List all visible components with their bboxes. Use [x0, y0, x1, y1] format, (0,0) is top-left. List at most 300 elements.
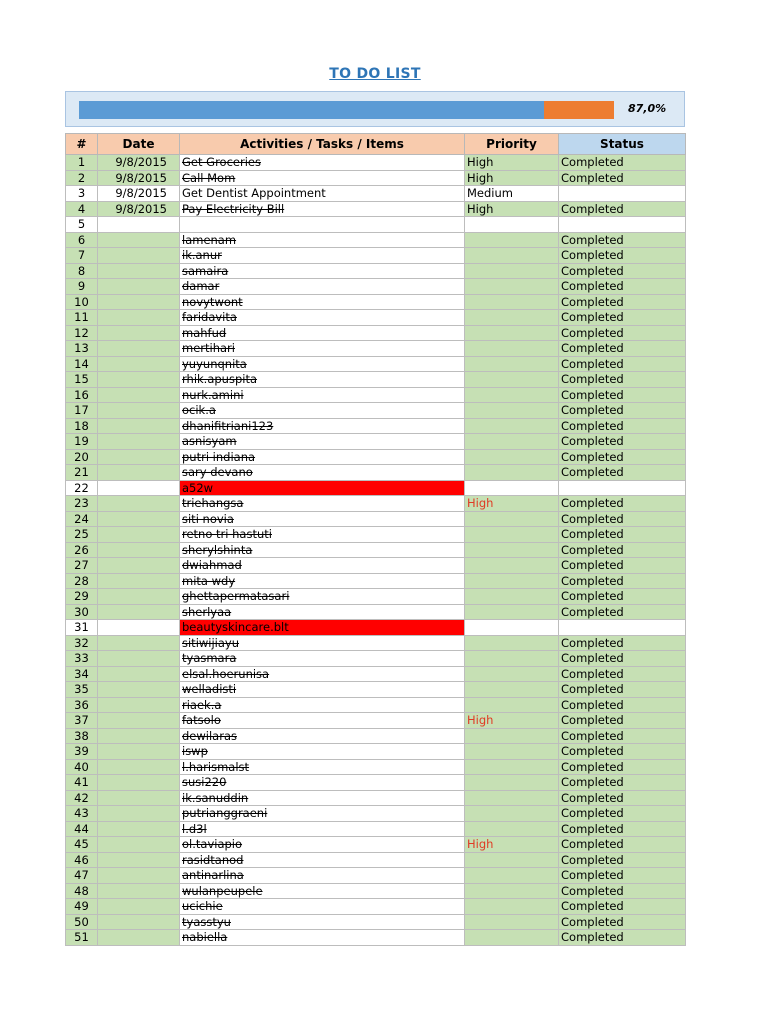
priority-cell[interactable]: [465, 868, 559, 884]
task-cell[interactable]: sherylshinta: [180, 542, 465, 558]
task-cell[interactable]: yuyunqnita: [180, 356, 465, 372]
priority-cell[interactable]: [465, 325, 559, 341]
row-number-cell[interactable]: 15: [66, 372, 98, 388]
table-row: [66, 186, 686, 202]
row-number-cell[interactable]: 37: [66, 713, 98, 729]
row-number-cell[interactable]: 10: [66, 294, 98, 310]
date-cell[interactable]: [98, 620, 180, 636]
task-cell[interactable]: [180, 217, 465, 233]
date-cell[interactable]: [98, 852, 180, 868]
row-number-cell[interactable]: 28: [66, 573, 98, 589]
priority-cell[interactable]: [465, 449, 559, 465]
status-cell[interactable]: Completed: [559, 263, 686, 279]
status-cell[interactable]: Completed: [559, 697, 686, 713]
date-cell[interactable]: [98, 790, 180, 806]
date-cell[interactable]: [98, 403, 180, 419]
status-cell[interactable]: Completed: [559, 155, 686, 171]
date-cell[interactable]: [98, 666, 180, 682]
task-cell[interactable]: ghettapermatasari: [180, 589, 465, 605]
priority-cell[interactable]: [465, 480, 559, 496]
priority-cell[interactable]: [465, 589, 559, 605]
table-row: [66, 232, 686, 248]
table-row: [66, 930, 686, 946]
date-cell[interactable]: [98, 294, 180, 310]
progress-panel: [65, 91, 685, 127]
table-row: [66, 418, 686, 434]
date-cell[interactable]: [98, 310, 180, 326]
table-row: [66, 868, 686, 884]
task-cell[interactable]: ocik.a: [180, 403, 465, 419]
table-row: [66, 775, 686, 791]
task-cell[interactable]: Call Mom: [180, 170, 465, 186]
task-cell[interactable]: ol.taviapio: [180, 837, 465, 853]
task-cell[interactable]: l.d3l: [180, 821, 465, 837]
table-row: [66, 294, 686, 310]
status-cell[interactable]: Completed: [559, 449, 686, 465]
table-row: [66, 496, 686, 512]
task-cell[interactable]: tyasstyu: [180, 914, 465, 930]
task-cell[interactable]: tyasmara: [180, 651, 465, 667]
row-number-cell[interactable]: 35: [66, 682, 98, 698]
priority-cell[interactable]: [465, 403, 559, 419]
date-cell[interactable]: [98, 883, 180, 899]
priority-cell[interactable]: [465, 682, 559, 698]
date-cell[interactable]: [98, 651, 180, 667]
row-number-cell[interactable]: 6: [66, 232, 98, 248]
table-row: [66, 759, 686, 775]
status-cell[interactable]: Completed: [559, 604, 686, 620]
status-cell[interactable]: Completed: [559, 542, 686, 558]
date-cell[interactable]: [98, 418, 180, 434]
task-cell[interactable]: lamenam: [180, 232, 465, 248]
date-cell[interactable]: [98, 821, 180, 837]
priority-cell[interactable]: [465, 666, 559, 682]
date-cell[interactable]: [98, 775, 180, 791]
status-cell[interactable]: Completed: [559, 418, 686, 434]
status-cell[interactable]: Completed: [559, 310, 686, 326]
date-cell[interactable]: [98, 372, 180, 388]
status-cell[interactable]: Completed: [559, 201, 686, 217]
status-cell[interactable]: Completed: [559, 775, 686, 791]
row-number-cell[interactable]: 30: [66, 604, 98, 620]
task-cell[interactable]: mita wdy: [180, 573, 465, 589]
task-cell[interactable]: wulanpeupele: [180, 883, 465, 899]
status-cell[interactable]: Completed: [559, 635, 686, 651]
status-cell[interactable]: Completed: [559, 666, 686, 682]
priority-cell[interactable]: [465, 914, 559, 930]
priority-cell[interactable]: Medium: [465, 186, 559, 202]
status-cell[interactable]: Completed: [559, 511, 686, 527]
task-cell[interactable]: putri indiana: [180, 449, 465, 465]
task-cell[interactable]: nabiella: [180, 930, 465, 946]
task-cell[interactable]: triehangsa: [180, 496, 465, 512]
task-cell[interactable]: elsal.hoerunisa: [180, 666, 465, 682]
task-cell[interactable]: fatsolo: [180, 713, 465, 729]
row-number-cell[interactable]: 47: [66, 868, 98, 884]
status-cell[interactable]: Completed: [559, 899, 686, 915]
priority-cell[interactable]: [465, 697, 559, 713]
table-row: [66, 263, 686, 279]
date-cell[interactable]: [98, 589, 180, 605]
task-cell[interactable]: Get Groceries: [180, 155, 465, 171]
priority-cell[interactable]: [465, 852, 559, 868]
date-cell[interactable]: [98, 496, 180, 512]
table-row: [66, 666, 686, 682]
date-cell[interactable]: [98, 542, 180, 558]
row-number-cell[interactable]: 2: [66, 170, 98, 186]
row-number-cell[interactable]: 41: [66, 775, 98, 791]
task-cell[interactable]: a52w: [180, 480, 465, 496]
table-row: [66, 341, 686, 357]
table-row: [66, 573, 686, 589]
date-cell[interactable]: [98, 341, 180, 357]
task-cell[interactable]: mahfud: [180, 325, 465, 341]
date-cell[interactable]: [98, 914, 180, 930]
row-number-cell[interactable]: 9: [66, 279, 98, 295]
status-cell[interactable]: Completed: [559, 387, 686, 403]
priority-cell[interactable]: [465, 279, 559, 295]
table-row: [66, 883, 686, 899]
table-row: [66, 217, 686, 233]
row-number-cell[interactable]: 17: [66, 403, 98, 419]
priority-cell[interactable]: [465, 511, 559, 527]
table-row: [66, 914, 686, 930]
row-number-cell[interactable]: 45: [66, 837, 98, 853]
table-row: [66, 465, 686, 481]
table-row: [66, 682, 686, 698]
date-cell[interactable]: [98, 480, 180, 496]
row-number-cell[interactable]: 42: [66, 790, 98, 806]
status-cell[interactable]: Completed: [559, 930, 686, 946]
progress-bar-fill: [79, 101, 544, 119]
date-cell[interactable]: 9/8/2015: [98, 201, 180, 217]
table-row: [66, 713, 686, 729]
task-cell[interactable]: putrianggraeni: [180, 806, 465, 822]
date-cell[interactable]: [98, 930, 180, 946]
row-number-cell[interactable]: 43: [66, 806, 98, 822]
status-cell[interactable]: Completed: [559, 821, 686, 837]
task-cell[interactable]: ik.anur: [180, 248, 465, 264]
row-number-cell[interactable]: 25: [66, 527, 98, 543]
status-cell[interactable]: Completed: [559, 728, 686, 744]
date-cell[interactable]: [98, 248, 180, 264]
priority-cell[interactable]: [465, 372, 559, 388]
row-number-cell[interactable]: 8: [66, 263, 98, 279]
priority-cell[interactable]: [465, 775, 559, 791]
status-cell[interactable]: Completed: [559, 341, 686, 357]
row-number-cell[interactable]: 50: [66, 914, 98, 930]
status-cell[interactable]: [559, 186, 686, 202]
status-cell[interactable]: Completed: [559, 232, 686, 248]
row-number-cell[interactable]: 19: [66, 434, 98, 450]
priority-cell[interactable]: [465, 217, 559, 233]
table-row: [66, 790, 686, 806]
table-row: [66, 155, 686, 171]
column-header-date[interactable]: Date: [98, 134, 180, 155]
table-row: [66, 542, 686, 558]
status-cell[interactable]: [559, 620, 686, 636]
task-cell[interactable]: susi220: [180, 775, 465, 791]
priority-cell[interactable]: [465, 294, 559, 310]
table-row: [66, 697, 686, 713]
priority-cell[interactable]: [465, 527, 559, 543]
task-cell[interactable]: sary devano: [180, 465, 465, 481]
task-cell[interactable]: ik.sanuddin: [180, 790, 465, 806]
row-number-cell[interactable]: 13: [66, 341, 98, 357]
date-cell[interactable]: [98, 635, 180, 651]
task-cell[interactable]: iswp: [180, 744, 465, 760]
status-cell[interactable]: Completed: [559, 790, 686, 806]
date-cell[interactable]: [98, 356, 180, 372]
priority-cell[interactable]: [465, 310, 559, 326]
status-cell[interactable]: Completed: [559, 325, 686, 341]
todo-table: [65, 133, 686, 946]
task-cell[interactable]: Pay Electricity Bill: [180, 201, 465, 217]
priority-cell[interactable]: [465, 728, 559, 744]
task-cell[interactable]: dhanifitriani123: [180, 418, 465, 434]
status-cell[interactable]: Completed: [559, 356, 686, 372]
priority-cell[interactable]: [465, 883, 559, 899]
row-number-cell[interactable]: 4: [66, 201, 98, 217]
row-number-cell[interactable]: 51: [66, 930, 98, 946]
status-cell[interactable]: Completed: [559, 434, 686, 450]
date-cell[interactable]: 9/8/2015: [98, 155, 180, 171]
status-cell[interactable]: Completed: [559, 558, 686, 574]
task-cell[interactable]: Get Dentist Appointment: [180, 186, 465, 202]
priority-cell[interactable]: [465, 356, 559, 372]
row-number-cell[interactable]: 31: [66, 620, 98, 636]
table-row: [66, 356, 686, 372]
status-cell[interactable]: Completed: [559, 527, 686, 543]
date-cell[interactable]: 9/8/2015: [98, 170, 180, 186]
priority-cell[interactable]: [465, 744, 559, 760]
date-cell[interactable]: [98, 527, 180, 543]
date-cell[interactable]: [98, 682, 180, 698]
date-cell[interactable]: [98, 744, 180, 760]
priority-cell[interactable]: [465, 418, 559, 434]
date-cell[interactable]: [98, 837, 180, 853]
priority-cell[interactable]: [465, 465, 559, 481]
task-cell[interactable]: dwiahmad: [180, 558, 465, 574]
row-number-cell[interactable]: 49: [66, 899, 98, 915]
status-cell[interactable]: Completed: [559, 248, 686, 264]
task-cell[interactable]: novytwont: [180, 294, 465, 310]
status-cell[interactable]: Completed: [559, 496, 686, 512]
priority-cell[interactable]: [465, 263, 559, 279]
date-cell[interactable]: [98, 263, 180, 279]
date-cell[interactable]: [98, 899, 180, 915]
column-header-number[interactable]: #: [66, 134, 98, 155]
date-cell[interactable]: [98, 558, 180, 574]
priority-cell[interactable]: High: [465, 201, 559, 217]
task-cell[interactable]: samaira: [180, 263, 465, 279]
row-number-cell[interactable]: 24: [66, 511, 98, 527]
row-number-cell[interactable]: 40: [66, 759, 98, 775]
status-cell[interactable]: Completed: [559, 372, 686, 388]
task-cell[interactable]: nurk.amini: [180, 387, 465, 403]
priority-cell[interactable]: [465, 651, 559, 667]
table-row: [66, 449, 686, 465]
status-cell[interactable]: Completed: [559, 868, 686, 884]
row-number-cell[interactable]: 27: [66, 558, 98, 574]
priority-cell[interactable]: [465, 759, 559, 775]
table-row: [66, 511, 686, 527]
page-title: TO DO LIST: [329, 66, 421, 82]
priority-cell[interactable]: [465, 635, 559, 651]
priority-cell[interactable]: [465, 248, 559, 264]
date-cell[interactable]: [98, 434, 180, 450]
task-cell[interactable]: damar: [180, 279, 465, 295]
row-number-cell[interactable]: 48: [66, 883, 98, 899]
table-row: [66, 651, 686, 667]
status-cell[interactable]: Completed: [559, 170, 686, 186]
status-cell[interactable]: Completed: [559, 759, 686, 775]
priority-cell[interactable]: [465, 790, 559, 806]
status-cell[interactable]: Completed: [559, 713, 686, 729]
row-number-cell[interactable]: 44: [66, 821, 98, 837]
priority-cell[interactable]: [465, 930, 559, 946]
date-cell[interactable]: [98, 232, 180, 248]
status-cell[interactable]: Completed: [559, 883, 686, 899]
date-cell[interactable]: [98, 604, 180, 620]
task-cell[interactable]: faridavita: [180, 310, 465, 326]
status-cell[interactable]: Completed: [559, 465, 686, 481]
row-number-cell[interactable]: 23: [66, 496, 98, 512]
row-number-cell[interactable]: 46: [66, 852, 98, 868]
status-cell[interactable]: Completed: [559, 806, 686, 822]
row-number-cell[interactable]: 3: [66, 186, 98, 202]
priority-cell[interactable]: High: [465, 170, 559, 186]
status-cell[interactable]: Completed: [559, 682, 686, 698]
priority-cell[interactable]: [465, 821, 559, 837]
task-cell[interactable]: beautyskincare.blt: [180, 620, 465, 636]
task-cell[interactable]: rasidtanod: [180, 852, 465, 868]
progress-percent: 87,0%: [628, 102, 667, 115]
priority-cell[interactable]: [465, 899, 559, 915]
row-number-cell[interactable]: 16: [66, 387, 98, 403]
date-cell[interactable]: [98, 713, 180, 729]
table-header-row: [66, 134, 686, 155]
row-number-cell[interactable]: 33: [66, 651, 98, 667]
date-cell[interactable]: [98, 465, 180, 481]
row-number-cell[interactable]: 7: [66, 248, 98, 264]
priority-cell[interactable]: High: [465, 713, 559, 729]
status-cell[interactable]: [559, 217, 686, 233]
status-cell[interactable]: [559, 480, 686, 496]
column-header-activities[interactable]: Activities / Tasks / Items: [180, 134, 465, 155]
task-cell[interactable]: dewilaras: [180, 728, 465, 744]
row-number-cell[interactable]: 34: [66, 666, 98, 682]
table-row: [66, 403, 686, 419]
row-number-cell[interactable]: 29: [66, 589, 98, 605]
status-cell[interactable]: Completed: [559, 294, 686, 310]
row-number-cell[interactable]: 12: [66, 325, 98, 341]
task-cell[interactable]: mertihari: [180, 341, 465, 357]
table-row: [66, 728, 686, 744]
task-cell[interactable]: welladisti: [180, 682, 465, 698]
date-cell[interactable]: [98, 728, 180, 744]
status-cell[interactable]: Completed: [559, 279, 686, 295]
row-number-cell[interactable]: 14: [66, 356, 98, 372]
status-cell[interactable]: Completed: [559, 852, 686, 868]
table-row: [66, 635, 686, 651]
task-cell[interactable]: riaek.a: [180, 697, 465, 713]
row-number-cell[interactable]: 36: [66, 697, 98, 713]
priority-cell[interactable]: High: [465, 155, 559, 171]
task-cell[interactable]: ucichie: [180, 899, 465, 915]
status-cell[interactable]: Completed: [559, 744, 686, 760]
table-row: [66, 310, 686, 326]
date-cell[interactable]: [98, 279, 180, 295]
priority-cell[interactable]: [465, 341, 559, 357]
row-number-cell[interactable]: 11: [66, 310, 98, 326]
task-cell[interactable]: sherlyaa: [180, 604, 465, 620]
row-number-cell[interactable]: 20: [66, 449, 98, 465]
progress-bar: [79, 101, 614, 119]
date-cell[interactable]: [98, 387, 180, 403]
date-cell[interactable]: [98, 325, 180, 341]
priority-cell[interactable]: [465, 387, 559, 403]
priority-cell[interactable]: [465, 434, 559, 450]
priority-cell[interactable]: [465, 558, 559, 574]
row-number-cell[interactable]: 26: [66, 542, 98, 558]
row-number-cell[interactable]: 39: [66, 744, 98, 760]
priority-cell[interactable]: [465, 604, 559, 620]
row-number-cell[interactable]: 21: [66, 465, 98, 481]
column-header-priority[interactable]: Priority: [465, 134, 559, 155]
row-number-cell[interactable]: 32: [66, 635, 98, 651]
date-cell[interactable]: [98, 217, 180, 233]
task-cell[interactable]: antinarlina: [180, 868, 465, 884]
priority-cell[interactable]: [465, 232, 559, 248]
status-cell[interactable]: Completed: [559, 914, 686, 930]
column-header-status[interactable]: Status: [559, 134, 686, 155]
date-cell[interactable]: [98, 806, 180, 822]
status-cell[interactable]: Completed: [559, 837, 686, 853]
row-number-cell[interactable]: 38: [66, 728, 98, 744]
table-row: [66, 744, 686, 760]
row-number-cell[interactable]: 1: [66, 155, 98, 171]
task-cell[interactable]: retno tri hastuti: [180, 527, 465, 543]
date-cell[interactable]: [98, 511, 180, 527]
row-number-cell[interactable]: 18: [66, 418, 98, 434]
date-cell[interactable]: [98, 868, 180, 884]
status-cell[interactable]: Completed: [559, 651, 686, 667]
task-cell[interactable]: siti novia: [180, 511, 465, 527]
status-cell[interactable]: Completed: [559, 573, 686, 589]
date-cell[interactable]: 9/8/2015: [98, 186, 180, 202]
date-cell[interactable]: [98, 759, 180, 775]
priority-cell[interactable]: [465, 806, 559, 822]
priority-cell[interactable]: [465, 620, 559, 636]
row-number-cell[interactable]: 22: [66, 480, 98, 496]
priority-cell[interactable]: High: [465, 837, 559, 853]
priority-cell[interactable]: [465, 573, 559, 589]
priority-cell[interactable]: [465, 542, 559, 558]
task-cell[interactable]: rhik.apuspita: [180, 372, 465, 388]
status-cell[interactable]: Completed: [559, 589, 686, 605]
date-cell[interactable]: [98, 697, 180, 713]
task-cell[interactable]: l.harismalst: [180, 759, 465, 775]
table-row: [66, 620, 686, 636]
priority-cell[interactable]: High: [465, 496, 559, 512]
status-cell[interactable]: Completed: [559, 403, 686, 419]
task-cell[interactable]: asnisyam: [180, 434, 465, 450]
date-cell[interactable]: [98, 449, 180, 465]
date-cell[interactable]: [98, 573, 180, 589]
task-cell[interactable]: sitiwijiayu: [180, 635, 465, 651]
row-number-cell[interactable]: 5: [66, 217, 98, 233]
